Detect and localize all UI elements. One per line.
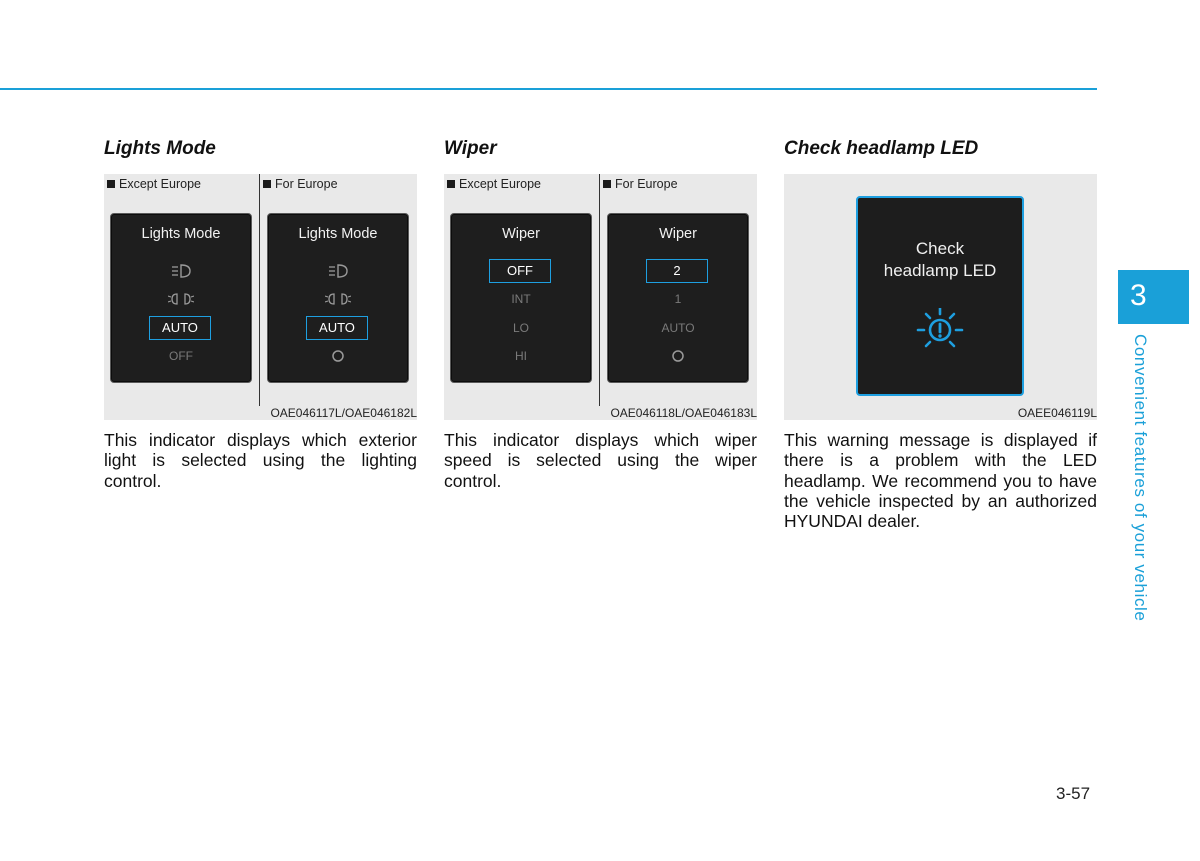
figure-code: OAEE046119L [1017, 406, 1097, 420]
square-bullet-icon [263, 180, 271, 188]
top-rule [0, 88, 1097, 90]
option-int: INT [511, 292, 531, 306]
square-bullet-icon [447, 180, 455, 188]
wiper-panel-for-europe: Wiper 2 1 AUTO [607, 213, 749, 383]
panel-line-1: Check [915, 239, 965, 258]
parking-lamp-icon [111, 263, 251, 279]
wiper-figure [444, 174, 757, 420]
parking-lamp-icon [268, 263, 408, 279]
position-lamp-icon [111, 291, 251, 307]
section-title: Lights Mode [104, 138, 216, 159]
circle-off-icon [608, 349, 748, 363]
variant-label-except-europe: Except Europe [107, 177, 201, 191]
lights-panel-except-europe: Lights Mode AUTO OFF [110, 213, 252, 383]
headlamp-led-figure [784, 174, 1097, 420]
circle-off-icon [268, 349, 408, 363]
square-bullet-icon [603, 180, 611, 188]
lights-mode-figure [104, 174, 417, 420]
square-bullet-icon [107, 180, 115, 188]
option-1: 1 [674, 292, 682, 306]
headlamp-warning-panel [856, 196, 1024, 396]
option-off: OFF [169, 349, 193, 363]
headlamp-led-section [784, 136, 1097, 531]
selected-option: AUTO [306, 316, 368, 340]
figure-divider [599, 174, 600, 406]
body-text: This indicator displays which wiper speed is selected using the wiper control. [444, 430, 757, 491]
figure-divider [259, 174, 260, 406]
selected-option: OFF [489, 259, 551, 283]
lights-panel-for-europe: Lights Mode AUTO [267, 213, 409, 383]
lights-mode-section [104, 136, 417, 491]
body-text: This indicator displays which exterior light is selected using the lighting control. [104, 430, 417, 491]
wiper-panel-except-europe: Wiper OFF INT LO HI [450, 213, 592, 383]
headlamp-warning-icon [916, 308, 964, 359]
chapter-number: 3 [1130, 279, 1147, 312]
variant-label-except-europe: Except Europe [447, 177, 541, 191]
selected-option: AUTO [149, 316, 211, 340]
body-text: This warning message is displayed if there is a problem with the LED headlamp. We recommend you to have the vehicle inspected by an authorized HYUNDAI dealer. [784, 430, 1097, 532]
position-lamp-icon [268, 291, 408, 307]
figure-code: OAE046117L/OAE046182L [270, 406, 417, 420]
figure-code: OAE046118L/OAE046183L [610, 406, 757, 420]
selected-option: 2 [646, 259, 708, 283]
variant-label-for-europe: For Europe [263, 177, 338, 191]
option-lo: LO [512, 321, 529, 335]
variant-label-for-europe: For Europe [603, 177, 678, 191]
chapter-title: Convenient features of your vehicle [1131, 334, 1150, 622]
option-auto: AUTO [661, 321, 695, 335]
panel-line-2: headlamp LED [883, 261, 997, 280]
section-title: Check headlamp LED [784, 138, 979, 159]
chapter-tab [1118, 270, 1189, 324]
wiper-section [444, 136, 757, 491]
option-hi: HI [515, 349, 527, 363]
section-title: Wiper [444, 138, 497, 159]
page-number: 3-57 [1056, 784, 1091, 803]
